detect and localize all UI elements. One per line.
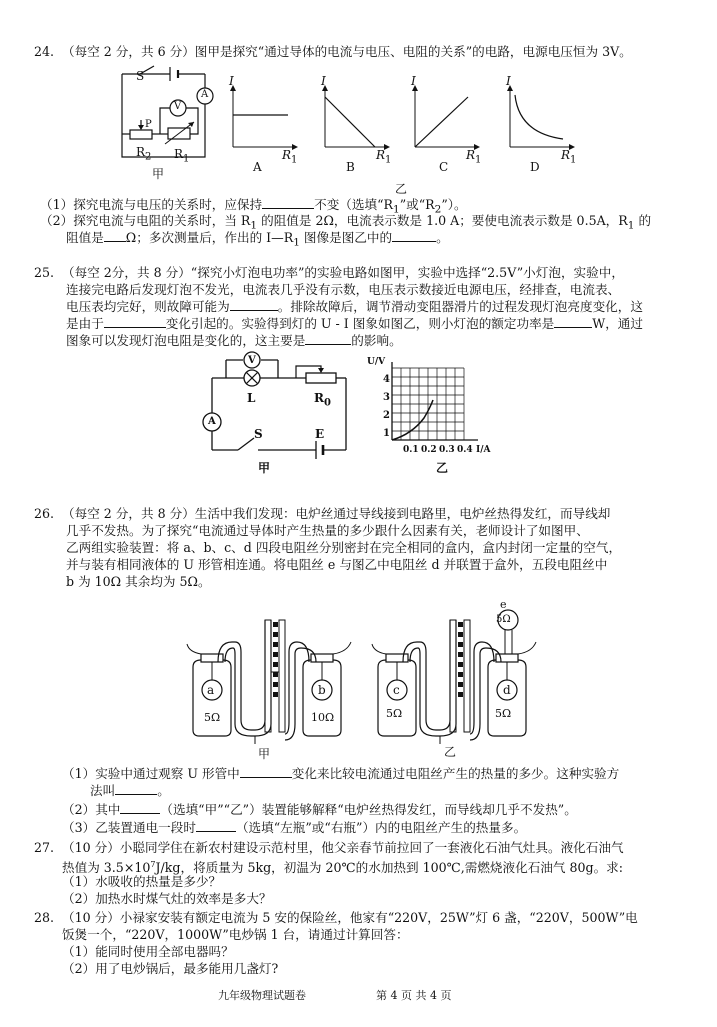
q28-sub2: （2）用了电炒锅后，最多能用几盏灯? [62, 961, 279, 976]
footer-page-number: 第 4 页 共 4 页 [376, 989, 452, 1002]
q24-graph-b-yaxis: I [321, 74, 326, 88]
q26-sub1-text-b: 变化来比较电流通过电阻丝产生的热量的多少。这种实验方 [291, 766, 620, 781]
q26-sub1-text-a: （1）实验中通过观察 U 形管中 [62, 766, 240, 781]
q26-resistor-c-value: 5Ω [386, 707, 403, 720]
q24-switch-label: S [136, 69, 145, 83]
q26-figure-yi-label: 乙 [444, 745, 457, 759]
q24-circuit-diagram [110, 62, 220, 182]
q26-sub1-answer-blank-1[interactable] [240, 766, 292, 778]
q24-stem: （每空 2 分，共 6 分）图甲是探究“通过导体的电流与电压、电阻的关系”的电路，电源电压恒为 3V。 [62, 44, 632, 59]
q26-sub1-cont [90, 783, 170, 799]
q24-sub2-sub-2: 1 [627, 219, 635, 232]
q25-rheostat-letter: R [314, 391, 324, 405]
q25-graph-xtick-3: 0.3 [439, 445, 455, 455]
q26-sub2-text-a: （2）其中 [62, 802, 121, 817]
q25-answer-blank-1[interactable] [230, 299, 278, 311]
q24-sub1-sub-2: 2 [434, 203, 442, 216]
q24-graph-a-name: A [253, 160, 262, 174]
q26-line-5: b 为 10Ω 其余均为 5Ω。 [66, 574, 211, 589]
q26-resistor-b-label: b [318, 683, 326, 697]
q26-sub3-text-a: （3）乙装置通电一段时 [62, 820, 196, 835]
q25-line-5b: 的影响。 [351, 333, 402, 348]
q24-graph-a-xaxis-sub: 1 [291, 154, 298, 166]
q26-line-3: 乙两组实验装置：将 a、b、c、d 四段电阻丝分别密封在完全相同的盒内，盒内封闭一定量的空气， [66, 540, 622, 555]
q25-line-2: 连接完电路后发现灯泡不发光，电流表几乎没有示数，电压表示数接近电源电压，经排查，电流表、 [66, 282, 621, 297]
q25-switch-label: S [254, 427, 263, 441]
q28-sub1: （1）能同时使用全部电器吗？ [62, 944, 234, 959]
q25-rheostat-label [314, 391, 331, 408]
q24-graph-c-name: C [439, 160, 449, 174]
q26-sub1-answer-blank-2[interactable] [115, 783, 157, 795]
q25-graph-xtick-1: 0.1 [403, 445, 419, 455]
q25-line-4c: W，通过 [592, 316, 643, 331]
q25-answer-blank-3[interactable] [554, 316, 592, 328]
q26-resistor-e-value: 5Ω [496, 614, 511, 625]
q25-line-3 [66, 299, 643, 315]
q24-r2-letter: R [136, 145, 146, 159]
q25-answer-blank-2[interactable] [104, 316, 166, 328]
q24-graph-a [228, 85, 298, 155]
q25-number: 25. [34, 265, 55, 280]
q26-resistor-b-value: 10Ω [311, 711, 335, 724]
q26-line-1: （每空 2 分，共 8 分）生活中我们发现：电炉丝通过导线接到电路里，电炉丝热得发红，而导线却 [62, 506, 611, 521]
q24-graph-b-xaxis [376, 148, 391, 165]
q25-line-3a: 电压表均完好，则故障可能为 [66, 299, 230, 314]
q24-graph-b-name: B [346, 160, 355, 174]
q25-answer-blank-4[interactable] [305, 333, 351, 345]
q25-battery-label: E [315, 427, 325, 441]
q26-apparatus-jia [185, 612, 355, 752]
footer-subject: 九年级物理试题卷 [218, 989, 306, 1002]
q28-number: 28. [34, 910, 55, 925]
q25-voltmeter-label: V [248, 355, 256, 366]
q27-line-2b: J/kg，将质量为 5kg，初温为 20℃的水加热到 100℃,需燃烧液化石油气 80g。求: [155, 860, 624, 876]
q24-sub2-text-c: 的阻值是 2Ω，电流表示数是 1.0 A；要使电流表示数是 0.5A，R [257, 213, 628, 228]
q26-resistor-a-value: 5Ω [204, 711, 221, 724]
q24-graph-a-xaxis-letter: R [282, 148, 292, 162]
q26-sub3-answer-blank[interactable] [196, 820, 236, 832]
q25-ammeter-label: A [208, 416, 216, 427]
q24-graph-a-xaxis [282, 148, 297, 165]
q25-graph-ytick-3: 3 [383, 392, 390, 403]
q27-exponent: 7 [150, 860, 156, 869]
q26-apparatus-yi [370, 612, 540, 752]
q28-line-1: （10 分）小禄家安装有额定电流为 5 安的保险丝，他家有“220V，25W”灯 6 盏，“220V，500W”电 [62, 910, 638, 925]
q24-r1-label [174, 147, 189, 164]
q24-graph-b [320, 85, 390, 155]
q24-ammeter-label: A [201, 89, 209, 100]
q25-figure-jia-label: 甲 [258, 461, 271, 475]
q24-sub2-sub-3: 1 [293, 236, 300, 249]
q26-sub3-text-b: （选填“左瓶”或“右瓶”）内的电阻丝产生的热量多。 [235, 820, 527, 835]
q25-figure-yi-label: 乙 [436, 461, 449, 475]
q26-line-4: 并与装有相同液体的 U 形管相连通。将电阻丝 e 与图乙中电阻丝 d 并联置于盒外，五段电阻丝中 [66, 557, 608, 572]
q26-number: 26. [34, 506, 55, 521]
q24-sub1-sub-1: 1 [393, 203, 400, 216]
q26-resistor-e-label: e [500, 598, 507, 611]
q24-sub1-text-d: ”或“R [399, 197, 435, 212]
q24-graph-b-xaxis-sub: 1 [385, 154, 392, 166]
q25-line-5 [66, 333, 402, 349]
q25-graph-ytick-2: 2 [383, 410, 390, 421]
q24-figure-yi-label: 乙 [395, 182, 408, 196]
q27-sub2: （2）加热水时煤气灶的效率是多大？ [62, 891, 272, 906]
q25-line-5a: 图象可以发现灯泡电阻是变化的，这主要是 [66, 333, 306, 348]
q27-sub1: （1）水吸收的热量是多少？ [62, 874, 222, 889]
q24-sub1-text-b: 不变（选填“R [314, 197, 393, 212]
q25-lamp-label: L [247, 391, 256, 405]
q24-sub2-text-f: 阻值是 [66, 230, 104, 245]
q25-line-4b: 变化引起的。实验得到灯的 U - I 图象如图乙，则小灯泡的额定功率是 [165, 316, 555, 331]
q26-sub2 [62, 802, 577, 818]
q24-graph-d-xaxis [561, 148, 576, 165]
q24-sub1-text-a: （1）探究电流与电压的关系时，应保持 [40, 197, 263, 212]
q28-line-2: 饭煲一个，“220V，1000W”电炒锅 1 台，请通过计算回答： [62, 927, 409, 942]
q26-sub1 [62, 766, 619, 782]
q24-r2-label [136, 145, 151, 162]
q24-sub2-sub-1: 1 [250, 219, 258, 232]
q24-graph-d [505, 85, 575, 155]
q24-r1-sub: 1 [183, 153, 190, 165]
q26-sub1-text-d: 。 [157, 783, 170, 798]
q25-line-3b: 。排除故障后，调节滑动变阻器滑片的过程发现灯泡亮度变化，这 [277, 299, 643, 314]
q25-graph-ytick-4: 4 [383, 374, 390, 385]
q24-r1-letter: R [174, 147, 184, 161]
q24-graph-c-xaxis [466, 148, 481, 165]
q24-sub2-text-i: 图像是图乙中的 [299, 230, 393, 245]
q26-sub2-answer-blank[interactable] [120, 802, 160, 814]
q24-graph-c-xaxis-letter: R [466, 148, 476, 162]
q25-line-4 [66, 316, 643, 332]
q24-r2-sub: 2 [145, 151, 152, 163]
q24-voltmeter-label: V [174, 101, 182, 112]
q26-resistor-d-label: d [503, 683, 511, 697]
q25-graph-ytick-1: 1 [383, 428, 390, 439]
q26-line-2: 几乎不发热。为了探究“电流通过导体时产生热量的多少跟什么因素有关，老师设计了如图甲、 [66, 523, 589, 538]
q24-sub2-answer-blank-1[interactable] [104, 230, 126, 242]
q24-graph-d-xaxis-sub: 1 [570, 154, 577, 166]
q24-sub2-cont [66, 230, 449, 251]
q24-figure-jia-label: 甲 [152, 167, 165, 181]
q27-line-1: （10 分）小聪同学住在新农村建设示范村里，他父亲春节前拉回了一套液化石油气灶具。液化石油气 [62, 840, 624, 855]
q24-graph-d-name: D [530, 160, 540, 174]
q24-slider-label: P [145, 119, 152, 130]
q25-ui-graph [378, 360, 498, 452]
q24-sub1-text-f: ”）。 [441, 197, 467, 212]
q24-graph-a-yaxis: I [229, 74, 234, 88]
q24-sub2-text-g: Ω；多次测量后，作出的 I—R [125, 230, 294, 245]
q27-number: 27. [34, 840, 55, 855]
q24-sub2-text-j: 。 [436, 230, 449, 245]
q25-line-4a: 是由于 [66, 316, 104, 331]
q25-graph-xtick-4: 0.4 [457, 445, 473, 455]
q24-sub2-text-a: （2）探究电流与电阻的关系时，当 R [40, 213, 251, 228]
q24-graph-c-xaxis-sub: 1 [475, 154, 482, 166]
q24-graph-b-xaxis-letter: R [376, 148, 386, 162]
q26-sub2-text-b: （选填“甲”“乙”）装置能够解释“电炉丝热得发红，而导线却几乎不发热”。 [160, 802, 577, 817]
q25-graph-u-axis: U/V [367, 357, 386, 367]
q25-graph-xtick-2: 0.2 [421, 445, 437, 455]
q26-sub1-text-c: 法叫 [90, 783, 116, 798]
q24-graph-d-xaxis-letter: R [561, 148, 571, 162]
q24-sub2-answer-blank-2[interactable] [392, 230, 436, 242]
q24-graph-d-yaxis: I [506, 74, 511, 88]
q24-graph-c [410, 85, 480, 155]
q26-resistor-c-label: c [393, 683, 400, 697]
q25-graph-i-axis: I/A [476, 445, 491, 455]
q25-rheostat-sub: 0 [323, 397, 331, 409]
q24-graph-c-yaxis: I [411, 74, 416, 88]
q26-sub3 [62, 820, 526, 836]
q26-figure-jia-label: 甲 [258, 747, 271, 761]
q24-sub1-answer-blank[interactable] [262, 197, 314, 209]
q25-line-1: （每空 2分，共 8 分）“探究小灯泡电功率”的实验电路如图甲，实验中选择“2.5V”小灯泡，实验中， [62, 265, 624, 280]
q24-sub2-text-e: 的 [634, 213, 652, 228]
q25-circuit-diagram [196, 352, 366, 464]
q26-resistor-a-label: a [207, 683, 215, 697]
q27-line-2a: 热值为 3.5×10 [62, 860, 151, 876]
q24-number: 24. [34, 44, 55, 59]
q26-resistor-d-value: 5Ω [495, 707, 512, 720]
